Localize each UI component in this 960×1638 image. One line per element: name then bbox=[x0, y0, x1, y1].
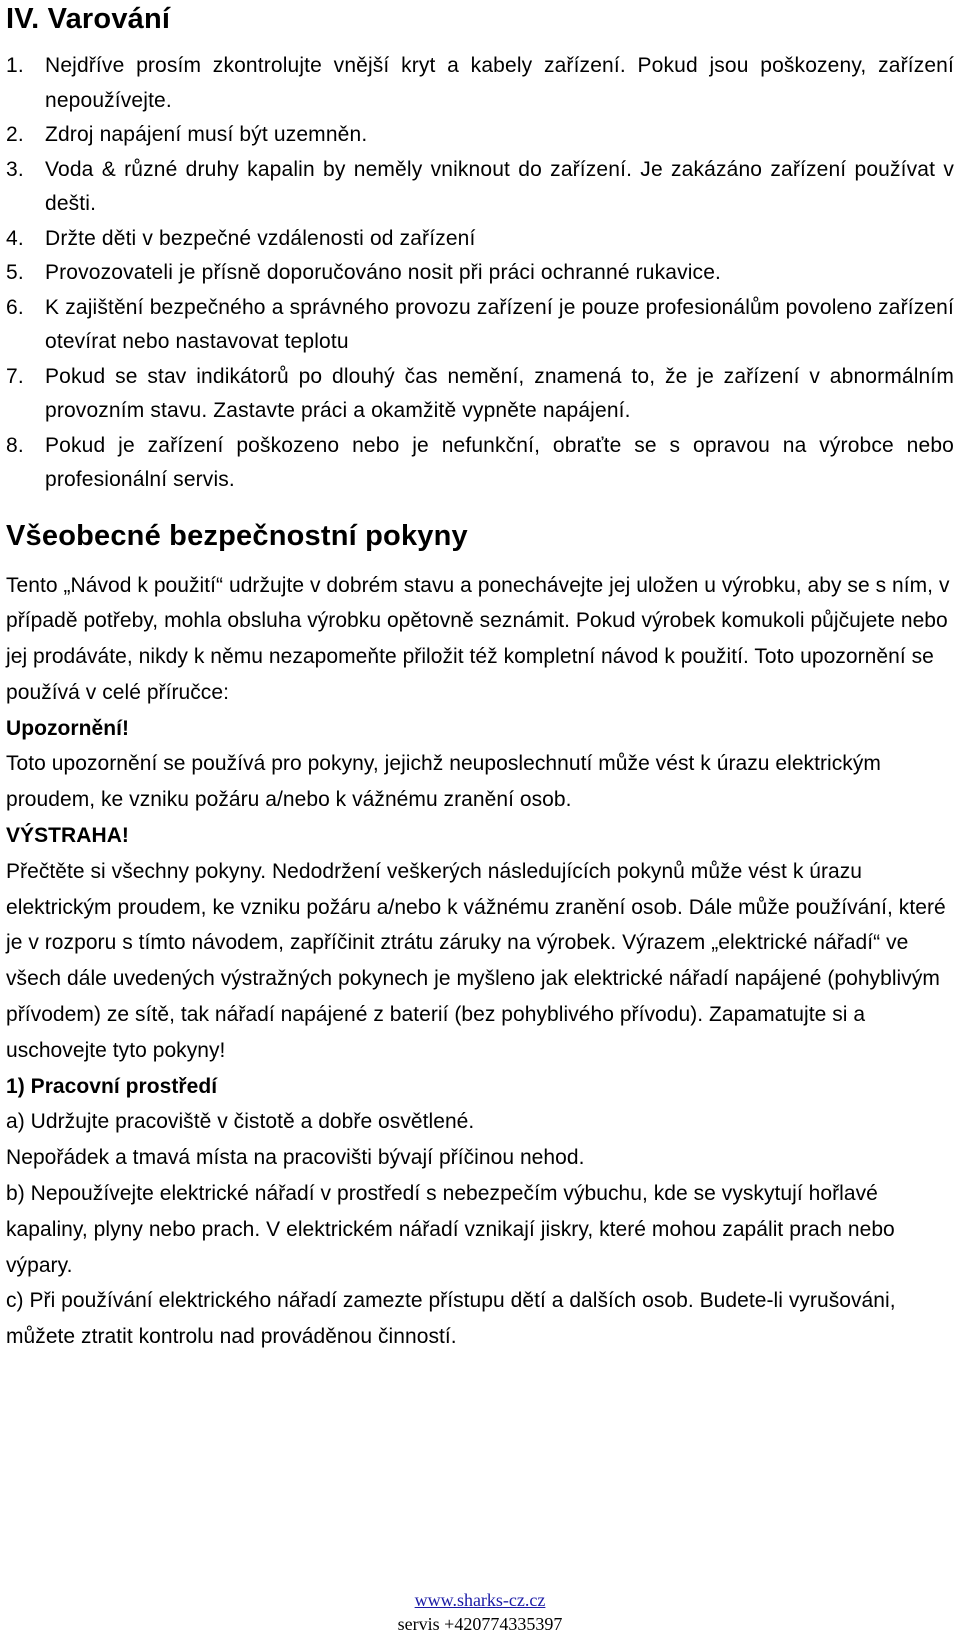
warning-paragraph: Přečtěte si všechny pokyny. Nedodržení veškerých následujících pokynů může vést k úrazu elektrickým proudem, ke vzniku požáru a/nebo k vážnému zranění osob. Dále může používání, které je v rozporu s tímto návodem, zapříčinit ztrátu záruky na výrobek. Výrazem „elektrické nářadí“ ve všech dále uvedených výstražných pokynech je myšleno jak elektrické nářadí napájené (pohyblivým přívodem) ze sítě, tak nářadí napájené z baterií (bez pohyblivého přívodu). Zapamatujte si a uschovejte tyto pokyny! bbox=[6, 859, 946, 1062]
warnings-list bbox=[6, 49, 954, 498]
work-area-item-a-note: Nepořádek a tmavá místa na pracovišti bývají příčinou nehod. bbox=[6, 1146, 585, 1170]
list-item bbox=[6, 118, 954, 153]
list-item-text: Pokud se stav indikátorů po dlouhý čas nemění, znamená to, že je zařízení v abnormálním provozním stavu. Zastavte práci a okamžitě vypněte napájení. bbox=[45, 364, 954, 422]
caution-label: Upozornění! bbox=[6, 716, 130, 740]
list-item-text: K zajištění bezpečného a správného provozu zařízení je pouze profesionálům povoleno zařízení otevírat nebo nastavovat teplotu bbox=[45, 295, 954, 353]
list-item-text: Zdroj napájení musí být uzemněn. bbox=[45, 123, 368, 146]
list-item bbox=[6, 429, 954, 498]
list-item-text: Pokud je zařízení poškozeno nebo je nefunkční, obraťte se s opravou na výrobce nebo profesionální servis. bbox=[45, 433, 954, 491]
work-area-item-c: c) Při používání elektrického nářadí zamezte přístupu dětí a dalších osob. Budete-li vyrušováni, můžete ztratit kontrolu nad prováděnou činností. bbox=[6, 1289, 896, 1349]
page-footer bbox=[0, 1588, 960, 1636]
section-title: IV. Varování bbox=[6, 3, 171, 35]
caution-paragraph: Toto upozornění se používá pro pokyny, jejichž neuposlechnutí může vést k úrazu elektrickým proudem, ke vzniku požáru a/nebo k vážnému zranění osob. bbox=[6, 752, 881, 812]
intro-paragraph: Tento „Návod k použití“ udržujte v dobrém stavu a ponechávejte jej uložen u výrobku, aby se s ním, v případě potřeby, mohla obsluha výrobku opětovně seznámit. Pokud výrobek komukoli půjčujete nebo jej prodáváte, nikdy k němu nezapomeňte přiložit též kompletní návod k použití. Toto upozornění se používá v celé příručce: bbox=[6, 573, 950, 704]
warning-label: VÝSTRAHA! bbox=[6, 824, 129, 848]
list-item-number: 3. bbox=[6, 157, 24, 181]
website-link[interactable]: www.sharks-cz.cz bbox=[414, 1590, 546, 1610]
list-item-number: 8. bbox=[6, 433, 24, 457]
list-item-text: Voda & různé druhy kapalin by neměly vniknout do zařízení. Je zakázáno zařízení používat v dešti. bbox=[45, 157, 954, 215]
list-item-number: 2. bbox=[6, 123, 24, 146]
list-item bbox=[6, 360, 954, 429]
general-safety-title: Všeobecné bezpečnostní pokyny bbox=[6, 519, 468, 552]
list-item bbox=[6, 222, 954, 257]
work-area-item-a: a) Udržujte pracoviště v čistotě a dobře osvětlené. bbox=[6, 1110, 475, 1134]
general-safety-body bbox=[6, 568, 954, 1356]
work-area-heading: 1) Pracovní prostředí bbox=[6, 1074, 218, 1098]
list-item-text: Provozovateli je přísně doporučováno nosit při práci ochranné rukavice. bbox=[45, 261, 722, 284]
service-phone: servis +420774335397 bbox=[397, 1614, 563, 1634]
list-item-text: Nejdříve prosím zkontrolujte vnější kryt a kabely zařízení. Pokud jsou poškozeny, zařízení nepoužívejte. bbox=[45, 54, 954, 112]
list-item-number: 5. bbox=[6, 261, 24, 284]
list-item bbox=[6, 291, 954, 360]
list-item-number: 1. bbox=[6, 54, 24, 77]
list-item bbox=[6, 153, 954, 222]
list-item-number: 7. bbox=[6, 364, 24, 388]
document-page bbox=[6, 0, 954, 1355]
work-area-item-b: b) Nepoužívejte elektrické nářadí v prostředí s nebezpečím výbuchu, kde se vyskytují hořlavé kapaliny, plyny nebo prach. V elektrickém nářadí vznikají jiskry, které mohou zapálit prach nebo výpary. bbox=[6, 1182, 895, 1277]
list-item-number: 4. bbox=[6, 226, 24, 250]
list-item bbox=[6, 256, 954, 291]
list-item-text: Držte děti v bezpečné vzdálenosti od zařízení bbox=[45, 226, 476, 250]
list-item-number: 6. bbox=[6, 295, 24, 319]
list-item bbox=[6, 49, 954, 118]
